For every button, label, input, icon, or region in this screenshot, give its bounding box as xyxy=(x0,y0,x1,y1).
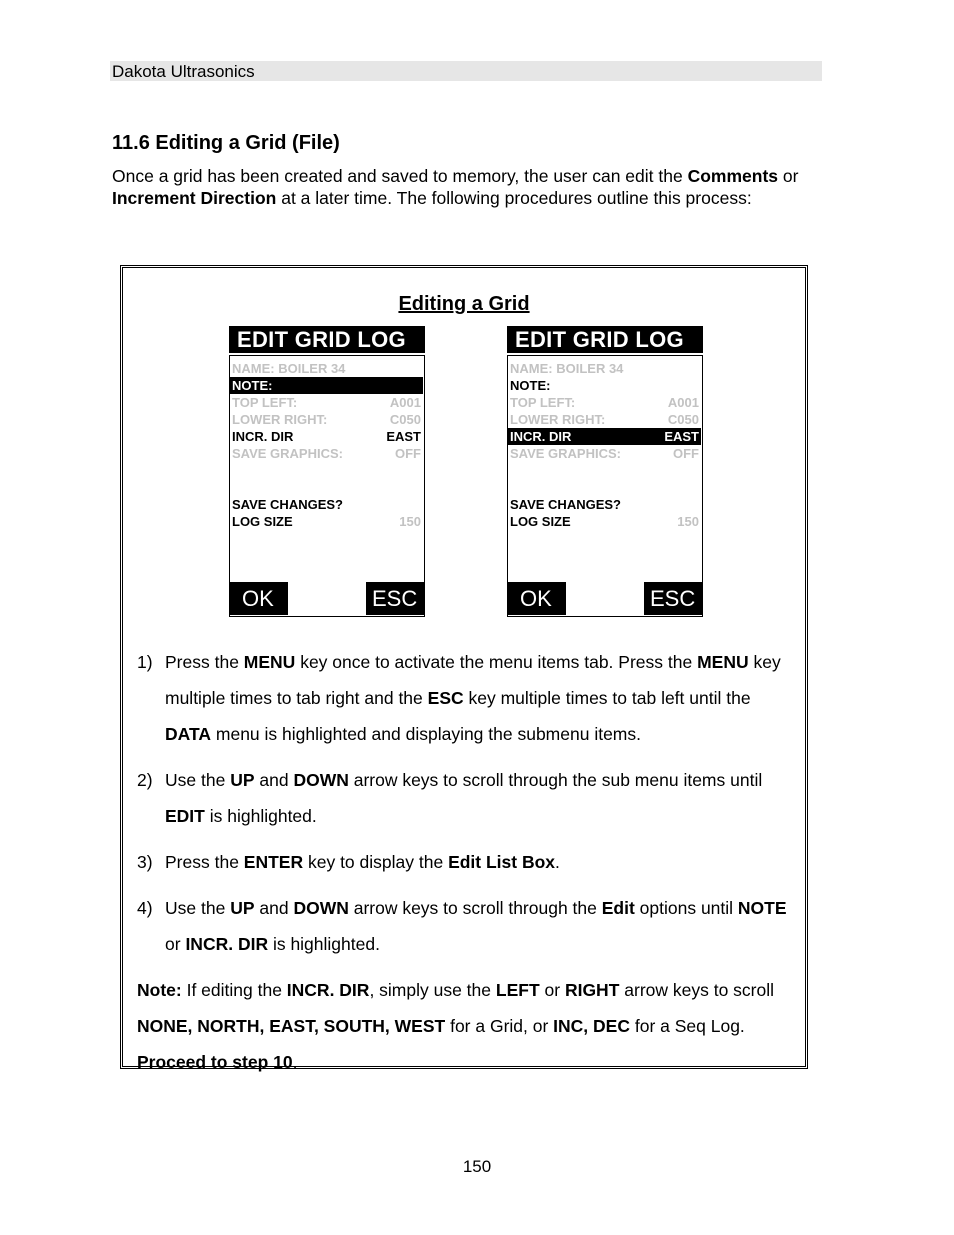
bold-term: INCR. DIR xyxy=(286,980,370,1000)
note-paragraph xyxy=(137,972,801,1080)
step-number: 4) xyxy=(137,898,153,918)
bold-term: Comments xyxy=(687,166,779,186)
text-run: or xyxy=(539,980,565,1000)
menu-row-label: INCR. DIR xyxy=(232,429,294,444)
menu-row[interactable] xyxy=(508,445,701,462)
text-run: key multiple times to tab right and the xyxy=(165,652,781,708)
text-run: is highlighted. xyxy=(268,934,380,954)
bold-term: UP xyxy=(230,770,255,790)
screen-menu xyxy=(507,355,703,617)
text-run: Press the xyxy=(165,852,244,872)
text-run: Use the xyxy=(165,898,231,918)
esc-button[interactable]: ESC xyxy=(644,582,702,615)
box-title: Editing a Grid xyxy=(398,293,530,315)
page-number: 150 xyxy=(462,1157,492,1176)
text-run: for a Grid, or xyxy=(445,1016,554,1036)
page-header xyxy=(110,61,822,81)
menu-row-label: LOG SIZE xyxy=(510,514,571,529)
device-screen-2 xyxy=(507,326,703,618)
text-run: , simply use the xyxy=(369,980,496,1000)
text-run: for a Seq Log. xyxy=(629,1016,745,1036)
text-run: and xyxy=(254,898,294,918)
menu-row-label: NOTE: xyxy=(510,378,551,393)
menu-row[interactable] xyxy=(508,360,701,377)
bold-term: NONE, NORTH, EAST, SOUTH, WEST xyxy=(137,1016,446,1036)
intro-paragraph xyxy=(112,165,824,209)
text-run: at a later time. The following procedures outline this process: xyxy=(276,188,752,208)
menu-row-value: C050 xyxy=(389,412,421,427)
bold-term: EDIT xyxy=(165,806,205,826)
bold-term: ESC xyxy=(427,688,464,708)
text-run: Use the xyxy=(165,770,231,790)
menu-row-label: LOG SIZE xyxy=(232,514,293,529)
menu-row[interactable] xyxy=(508,428,701,445)
text-run: arrow keys to scroll xyxy=(619,980,775,1000)
menu-row-value: OFF xyxy=(395,446,421,461)
screen-title: EDIT GRID LOG xyxy=(507,326,703,353)
ok-button[interactable]: OK xyxy=(508,582,566,615)
bold-term: Increment Direction xyxy=(112,188,277,208)
company-name: Dakota Ultrasonics xyxy=(112,62,255,81)
text-run: is highlighted. xyxy=(204,806,317,826)
step-number: 2) xyxy=(137,770,153,790)
menu-row-label: SAVE CHANGES? xyxy=(510,497,621,512)
menu-row[interactable] xyxy=(230,394,423,411)
screen-menu xyxy=(229,355,425,617)
bold-term: LEFT xyxy=(495,980,540,1000)
menu-row-value: 150 xyxy=(399,514,421,529)
menu-row-label: SAVE GRAPHICS: xyxy=(232,446,343,461)
bold-term: RIGHT xyxy=(564,980,620,1000)
menu-row[interactable] xyxy=(230,445,423,462)
text-run: . xyxy=(555,852,560,872)
menu-row-label: SAVE GRAPHICS: xyxy=(510,446,621,461)
text-run: . xyxy=(292,1052,298,1072)
text-run: key to display the xyxy=(303,852,449,872)
menu-row-value: A001 xyxy=(667,395,699,410)
bold-term: DATA xyxy=(165,724,212,744)
step-item xyxy=(137,644,801,752)
esc-button[interactable]: ESC xyxy=(366,582,424,615)
step-number: 1) xyxy=(137,652,153,672)
text-run: arrow keys to scroll through the xyxy=(348,898,602,918)
procedure-box xyxy=(120,265,808,1072)
menu-row-label: LOWER RIGHT: xyxy=(510,412,606,427)
menu-row[interactable] xyxy=(508,377,701,394)
ok-button[interactable]: OK xyxy=(230,582,288,615)
menu-row-value: C050 xyxy=(667,412,699,427)
menu-row-label: NAME: BOILER 34 xyxy=(232,361,346,376)
menu-row-value: EAST xyxy=(664,429,699,444)
menu-row[interactable] xyxy=(230,496,423,513)
text-run: If editing the xyxy=(181,980,287,1000)
text-run: or xyxy=(165,934,186,954)
text-run: options until xyxy=(634,898,738,918)
bold-term: ENTER xyxy=(243,852,304,872)
menu-row[interactable] xyxy=(230,513,423,530)
menu-row-value: OFF xyxy=(673,446,699,461)
text-run: and xyxy=(254,770,294,790)
text-run: or xyxy=(778,166,799,186)
menu-row-value: A001 xyxy=(389,395,421,410)
text-run: key once to activate the menu items tab. Press the xyxy=(295,652,698,672)
step-number: 3) xyxy=(137,852,153,872)
bold-term: Note: xyxy=(137,980,182,1000)
menu-row-label: TOP LEFT: xyxy=(232,395,298,410)
steps-list xyxy=(137,644,801,1080)
menu-row[interactable] xyxy=(230,360,423,377)
menu-row-label: NOTE: xyxy=(232,378,273,393)
bold-term: DOWN xyxy=(293,898,349,918)
bold-term: Edit List Box xyxy=(448,852,556,872)
device-screen-1 xyxy=(229,326,425,618)
text-run: Once a grid has been created and saved to memory, the user can edit the xyxy=(112,166,688,186)
menu-row-label: INCR. DIR xyxy=(510,429,572,444)
bold-term: MENU xyxy=(243,652,296,672)
bold-term: MENU xyxy=(697,652,749,672)
bold-term: INC, DEC xyxy=(553,1016,630,1036)
menu-row-label: SAVE CHANGES? xyxy=(232,497,343,512)
section-title: 11.6 Editing a Grid (File) xyxy=(112,132,340,154)
text-run: Press the xyxy=(165,652,244,672)
bold-term: DOWN xyxy=(293,770,349,790)
menu-row[interactable] xyxy=(508,513,701,530)
bold-term: Proceed to step 10 xyxy=(137,1052,293,1072)
menu-row[interactable] xyxy=(230,411,423,428)
menu-row[interactable] xyxy=(508,411,701,428)
menu-row[interactable] xyxy=(508,394,701,411)
menu-row[interactable] xyxy=(230,377,423,394)
bold-term: INCR. DIR xyxy=(185,934,269,954)
bold-term: Edit xyxy=(601,898,635,918)
bold-term: NOTE xyxy=(737,898,787,918)
menu-row-label: TOP LEFT: xyxy=(510,395,576,410)
menu-row-label: NAME: BOILER 34 xyxy=(510,361,624,376)
text-run: arrow keys to scroll through the sub menu items until xyxy=(348,770,763,790)
menu-row-value: 150 xyxy=(677,514,699,529)
screen-title: EDIT GRID LOG xyxy=(229,326,425,353)
text-run: menu is highlighted and displaying the submenu items. xyxy=(211,724,641,744)
menu-row-value: EAST xyxy=(386,429,421,444)
step-item xyxy=(137,890,801,962)
menu-row-label: LOWER RIGHT: xyxy=(232,412,328,427)
step-item xyxy=(137,762,801,834)
menu-row[interactable] xyxy=(508,496,701,513)
bold-term: UP xyxy=(230,898,255,918)
menu-row[interactable] xyxy=(230,428,423,445)
step-item xyxy=(137,844,801,880)
text-run: key multiple times to tab left until the xyxy=(463,688,751,708)
